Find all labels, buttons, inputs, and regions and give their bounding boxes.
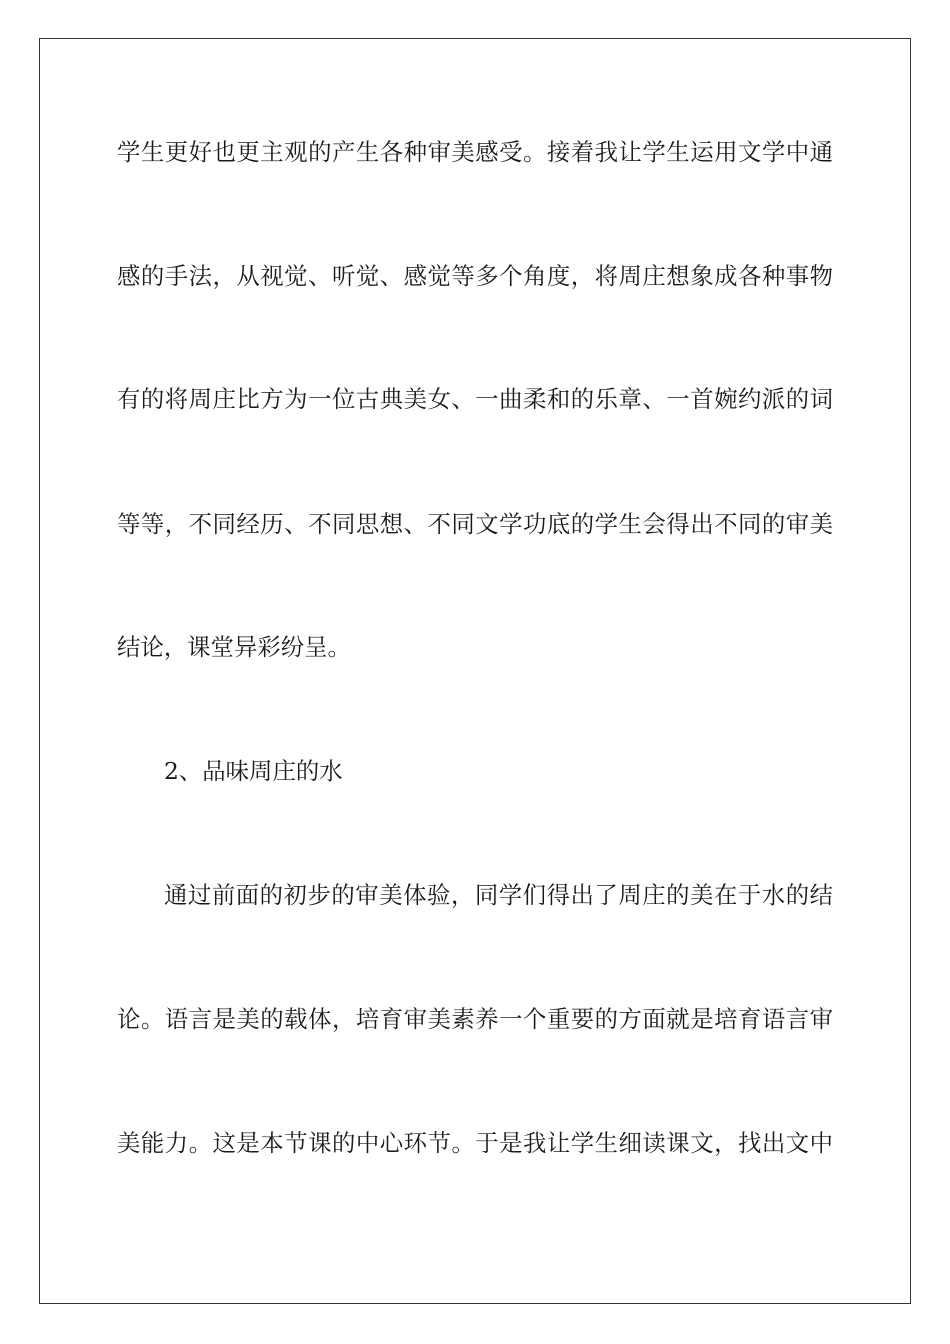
text-line-6: 通过前面的初步的审美体验，同学们得出了周庄的美在于水的结 <box>164 881 833 909</box>
text-line-2: 感的手法，从视觉、听觉、感觉等多个角度，将周庄想象成各种事物 <box>117 262 833 290</box>
text-line-7: 论。语言是美的载体，培育审美素养一个重要的方面就是培育语言审 <box>117 1005 833 1033</box>
section-heading: 2、品味周庄的水 <box>164 757 343 785</box>
text-line-8: 美能力。这是本节课的中心环节。于是我让学生细读课文，找出文中 <box>117 1129 833 1157</box>
text-line-3: 有的将周庄比方为一位古典美女、一曲柔和的乐章、一首婉约派的词 <box>117 385 833 413</box>
text-line-5: 结论，课堂异彩纷呈。 <box>117 633 351 661</box>
text-line-1: 学生更好也更主观的产生各种审美感受。接着我让学生运用文学中通 <box>117 138 833 166</box>
text-line-4: 等等，不同经历、不同思想、不同文学功底的学生会得出不同的审美 <box>117 510 833 538</box>
page-border <box>39 38 911 1304</box>
